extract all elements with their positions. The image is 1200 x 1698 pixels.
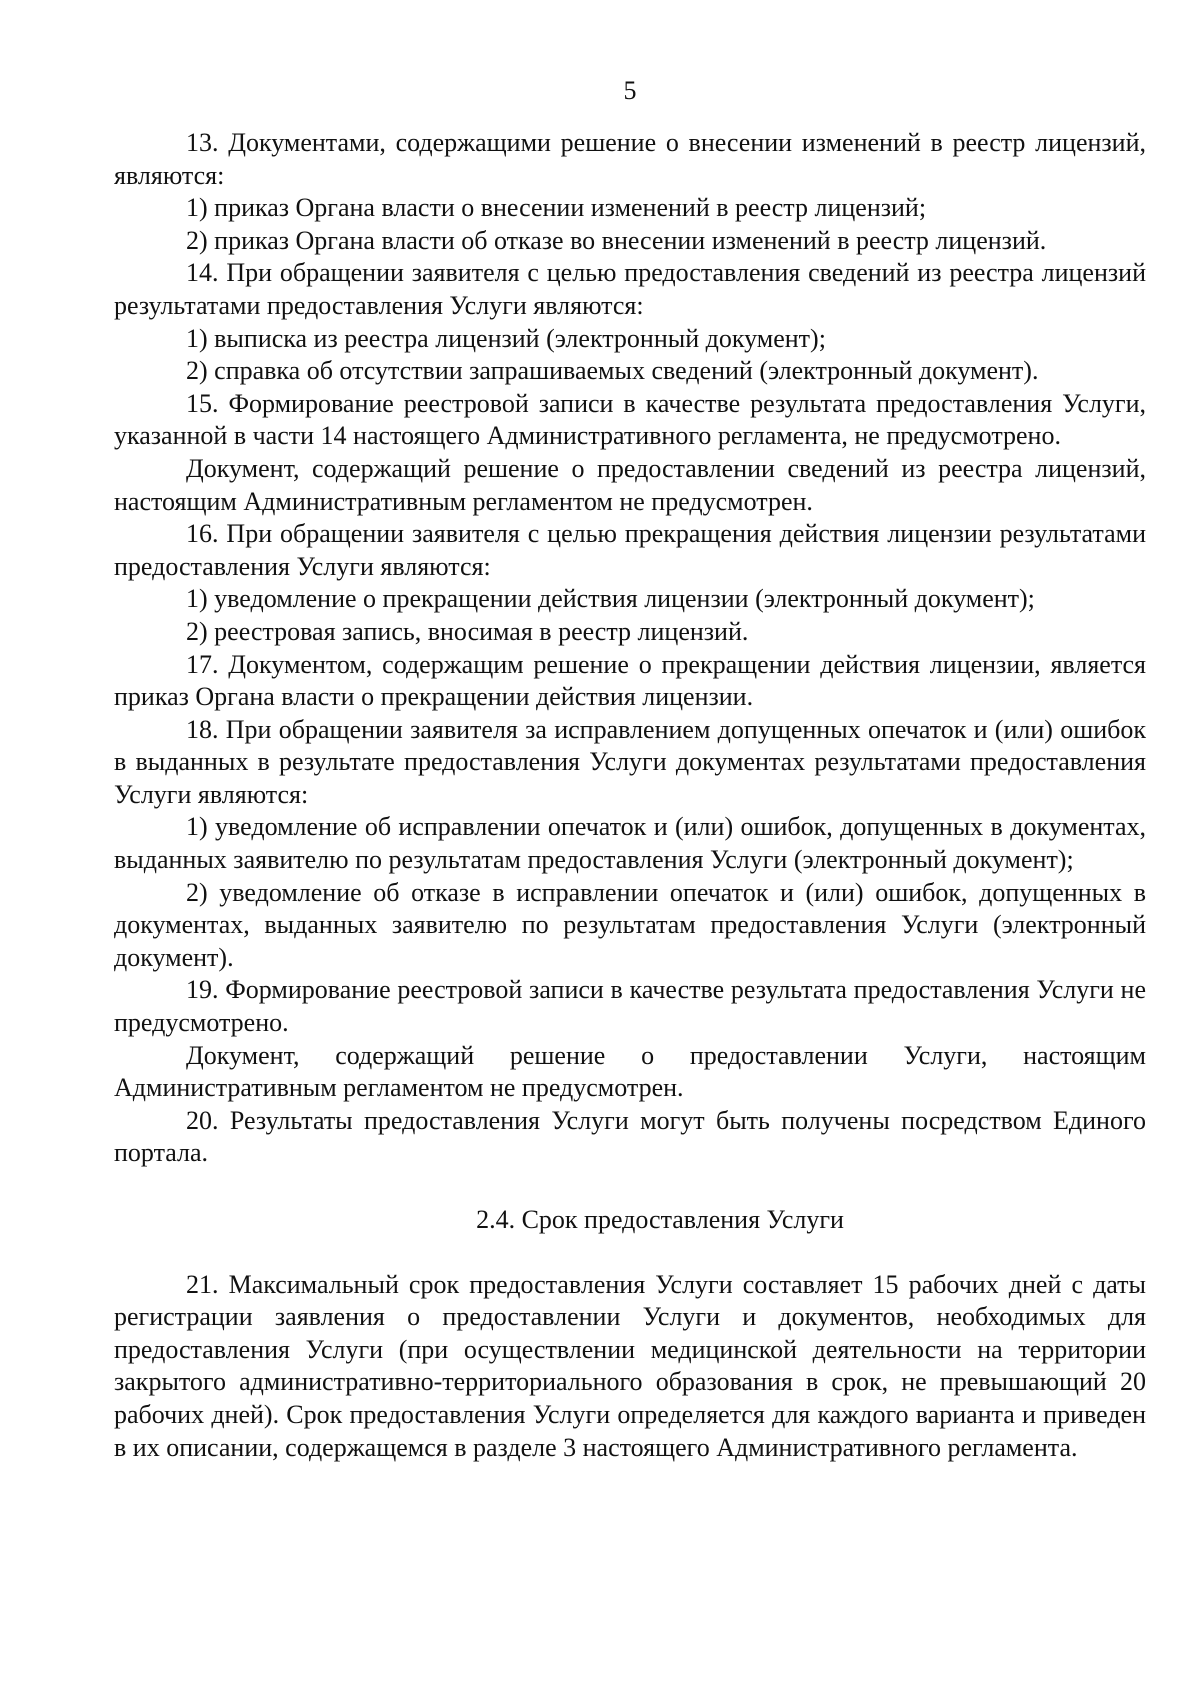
document-body (114, 127, 1146, 1464)
paragraph-19-note: Документ, содержащий решение о предоставлении Услуги, настоящим Административным регламентом не предусмотрен. (114, 1040, 1146, 1103)
paragraph-18-item-2: 2) уведомление об отказе в исправлении опечаток и (или) ошибок, допущенных в документах, выданных заявителю по результатам предоставления Услуги (электронный документ). (114, 877, 1146, 972)
paragraph-14-item-2: 2) справка об отсутствии запрашиваемых сведений (электронный документ). (186, 356, 1039, 386)
paragraph-16-item-1: 1) уведомление о прекращении действия лицензии (электронный документ); (186, 584, 1035, 614)
paragraph-17: 17. Документом, содержащим решение о прекращении действия лицензии, является приказ Органа власти о прекращении действия лицензии. (114, 649, 1146, 712)
paragraph-20: 20. Результаты предоставления Услуги могут быть получены посредством Единого портала. (114, 1105, 1146, 1168)
paragraph-15-note: Документ, содержащий решение о предоставлении сведений из реестра лицензий, настоящим Административным регламентом не предусмотрен. (114, 453, 1146, 516)
page-number: 5 (623, 76, 637, 105)
paragraph-19: 19. Формирование реестровой записи в качестве результата предоставления Услуги не предусмотрено. (114, 975, 1146, 1038)
paragraph-18: 18. При обращении заявителя за исправлением допущенных опечаток и (или) ошибок в выданных в результате предоставления Услуги документах результатами предоставления Услуги являются: (114, 714, 1146, 809)
paragraph-18-item-1: 1) уведомление об исправлении опечаток и (или) ошибок, допущенных в документах, выданных заявителю по результатам предоставления Услуги (электронный документ); (114, 812, 1146, 875)
paragraph-15: 15. Формирование реестровой записи в качестве результата предоставления Услуги, указанной в части 14 настоящего Административного регламента, не предусмотрено. (114, 388, 1146, 451)
paragraph-16: 16. При обращении заявителя с целью прекращения действия лицензии результатами предоставления Услуги являются: (114, 519, 1146, 581)
paragraph-14-item-1: 1) выписка из реестра лицензий (электронный документ); (186, 323, 826, 353)
paragraph-13-item-2: 2) приказ Органа власти об отказе во внесении изменений в реестр лицензий. (186, 225, 1047, 255)
paragraph-13: 13. Документами, содержащими решение о внесении изменений в реестр лицензий, являются: (114, 128, 1146, 190)
section-heading: 2.4. Срок предоставления Услуги (476, 1205, 844, 1234)
paragraph-14: 14. При обращении заявителя с целью предоставления сведений из реестра лицензий результатами предоставления Услуги являются: (114, 258, 1146, 320)
paragraph-13-item-1: 1) приказ Органа власти о внесении изменений в реестр лицензий; (186, 193, 927, 223)
paragraph-16-item-2: 2) реестровая запись, вносимая в реестр лицензий. (186, 616, 749, 646)
paragraph-21: 21. Максимальный срок предоставления Услуги составляет 15 рабочих дней с даты регистрации заявления о предоставлении Услуги и документов, необходимых для предоставления Услуги (при осуществлении медицинской деятельности на территории закрытого административно-территориального образования в срок, не превышающий 20 рабочих дней). Срок предоставления Услуги определяется для каждого варианта и приведен в их описании, содержащемся в разделе 3 настоящего Административного регламента. (114, 1269, 1146, 1462)
